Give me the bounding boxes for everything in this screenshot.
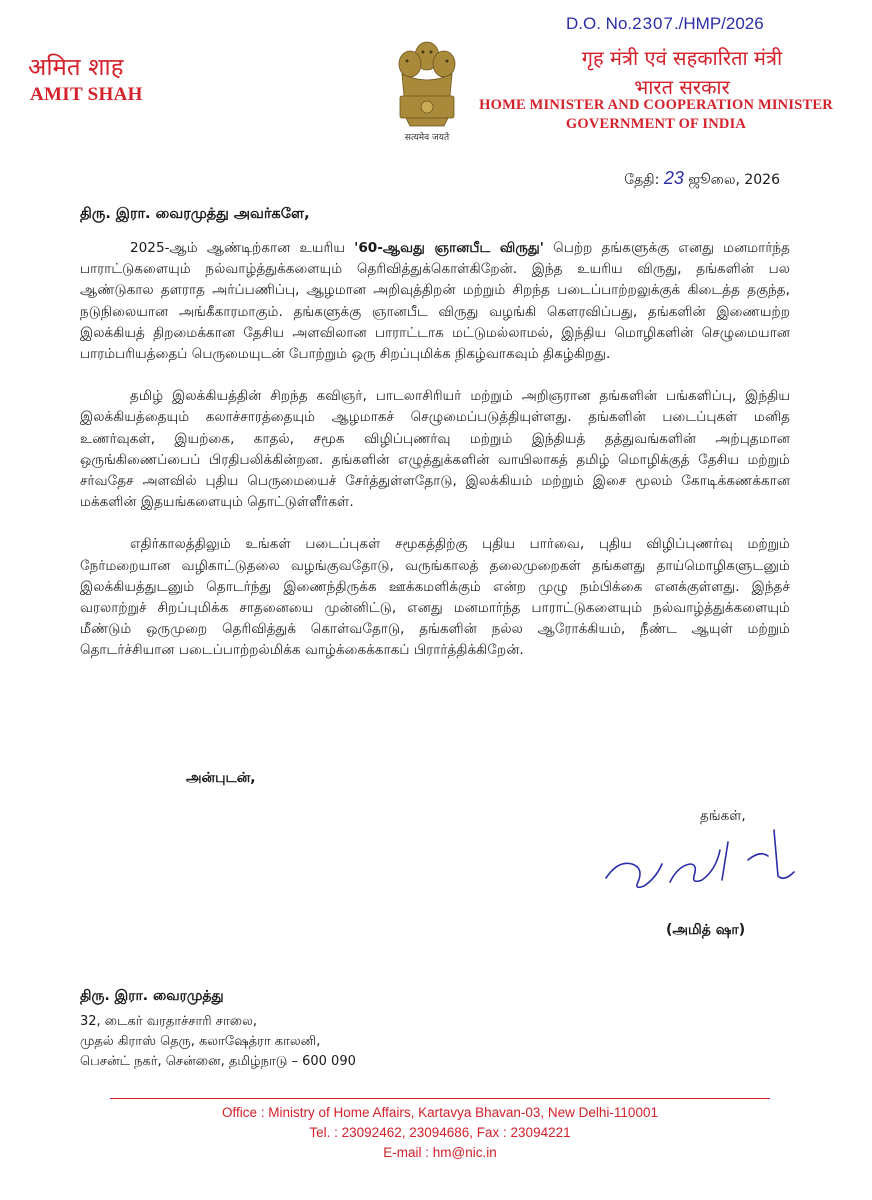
do-prefix: D.O. No. [566,14,633,33]
paragraph-1-post: பெற்ற தங்களுக்கு எனது மனமார்ந்த பாராட்டுகளையும் நல்வாழ்த்துக்களையும் தெரிவித்துக்கொள்கிறேன். இந்த உயரிய விருது, தங்களின் பல ஆண்டுகால தளராத அர்ப்பணிப்பு, ஆழமான அறிவுத்திறன் மற்றும் சிறந்த படைப்பாற்றலுக்குக் கிடைத்த தகுந்த, நடுநிலையான அங்கீகாரமாகும். தங்களுக்கு ஞானபீட விருது வழங்கி கௌரவிப்பது, தங்களின் இணையற்ற இலக்கியத் திறமைக்கான தேசிய அளவிலான பாராட்டாக மட்டுமல்லாமல், இந்திய மொழிகளின் செழுமையான பாரம்பரியத்தைப் பெருமையுடன் போற்றும் ஒரு சிறப்புமிக்க நிகழ்வாகவும் திகழ்கிறது. [80,240,791,363]
minister-title-hindi-line1: गृह मंत्री एवं सहकारिता मंत्री [581,46,783,70]
do-number-handwritten: 2307 [632,14,674,33]
footer-email: E-mail : hm@nic.in [383,1145,497,1160]
minister-title-hindi [532,44,832,102]
minister-title-english [470,96,842,134]
footer-telephone: Tel. : 23092462, 23094686, Fax : 23094221 [309,1125,571,1140]
salutation: திரு. இரா. வைரமுத்து அவர்களே, [80,206,310,222]
recipient-address [80,1012,356,1072]
footer-divider [110,1098,770,1099]
do-suffix: ./HMP/2026 [673,14,764,33]
minister-title-english-line1: HOME MINISTER AND COOPERATION MINISTER [479,97,833,113]
emblem-motto: सत्यमेव जयते [404,133,450,143]
address-line-1: 32, டைகர் வரதாச்சாரி சாலை, [80,1014,258,1029]
do-number [566,14,764,34]
address-line-2: முதல் கிராஸ் தெரு, கலாஷேத்ரா காலனி, [80,1034,321,1049]
recipient-name: திரு. இரா. வைரமுத்து [80,988,224,1004]
minister-title-hindi-line2: भारत सरकार [634,75,730,99]
national-emblem-icon [388,34,466,144]
letter-date [624,168,780,190]
paragraph-2: தமிழ் இலக்கியத்தின் சிறந்த கவிஞர், பாடலாசிரியர் மற்றும் அறிஞரான தங்களின் பங்களிப்பு, இந்திய இலக்கியத்தையும் கலாச்சாரத்தையும் ஆழமாகச் செழுமைப்படுத்தியுள்ளது. தங்களின் படைப்புகள் மனித உணர்வுகள், இயற்கை, காதல், சமூக விழிப்புணர்வு மற்றும் இந்தியத் தத்துவங்களின் அற்புதமான ஒருங்கிணைப்பைப் பிரதிபலிக்கின்றன. தங்களின் எழுத்துக்களின் வாயிலாகத் தமிழ் மொழிக்குத் தேசிய மற்றும் சர்வதேச அளவில் புதிய பெருமையைச் சேர்த்துள்ளதோடு, இலக்கியம் மற்றும் இசை மூலம் கோடிக்கணக்கான மக்களின் இதயங்களையும் தொட்டுள்ளீர்கள். [80,388,790,511]
date-month-year: ஜூலை, 2026 [688,172,780,188]
date-label: தேதி: [624,172,660,188]
sender-name-english: AMIT SHAH [30,84,143,105]
office-footer [110,1103,770,1163]
paragraph-1 [80,238,790,365]
paragraph-1-pre: 2025-ஆம் ஆண்டிற்கான உயரிய [130,240,355,256]
signature-image [598,820,808,910]
signatory-name: (அமித் ஷா) [666,922,746,938]
address-line-3: பெசன்ட் நகர், சென்னை, தமிழ்நாடு – 600 090 [80,1054,356,1069]
yours-line: தங்கள், [700,808,746,824]
footer-office: Office : Ministry of Home Affairs, Kartavya Bhavan-03, New Delhi-110001 [222,1105,658,1120]
letter-body [80,238,790,683]
closing: அன்புடன், [186,770,256,786]
sender-name-hindi: अमित शाह [28,53,124,81]
award-name: '60-ஆவது ஞானபீட விருது' [354,240,544,256]
minister-title-english-line2: GOVERNMENT OF INDIA [565,116,747,132]
paragraph-3: எதிர்காலத்திலும் உங்கள் படைப்புகள் சமூகத்திற்கு புதிய பார்வை, புதிய விழிப்புணர்வு மற்றும் நேர்மறையான வழிகாட்டுதலை வழங்குவதோடு, வருங்காலத் தலைமுறைகள் தங்களது தாய்மொழிகளுடனும் இலக்கியத்துடனும் தொடர்ந்து இணைந்திருக்க ஊக்கமளிக்கும் என்ற முழு நம்பிக்கை எனக்குள்ளது. இந்தச் வரலாற்றுச் சிறப்புமிக்க சாதனையை முன்னிட்டு, எனது மனமார்ந்த பாராட்டுகளையும் நல்வாழ்த்துக்களையும் மீண்டும் ஒருமுறை தெரிவித்துக் கொள்வதோடு, தங்களின் நல்ல ஆரோக்கியம், நீண்ட ஆயுள் மற்றும் தொடர்ச்சியான படைப்பாற்றல்மிக்க வாழ்க்கைக்காகப் பிரார்த்திக்கிறேன். [80,536,790,659]
date-day-handwritten: 23 [663,168,684,188]
